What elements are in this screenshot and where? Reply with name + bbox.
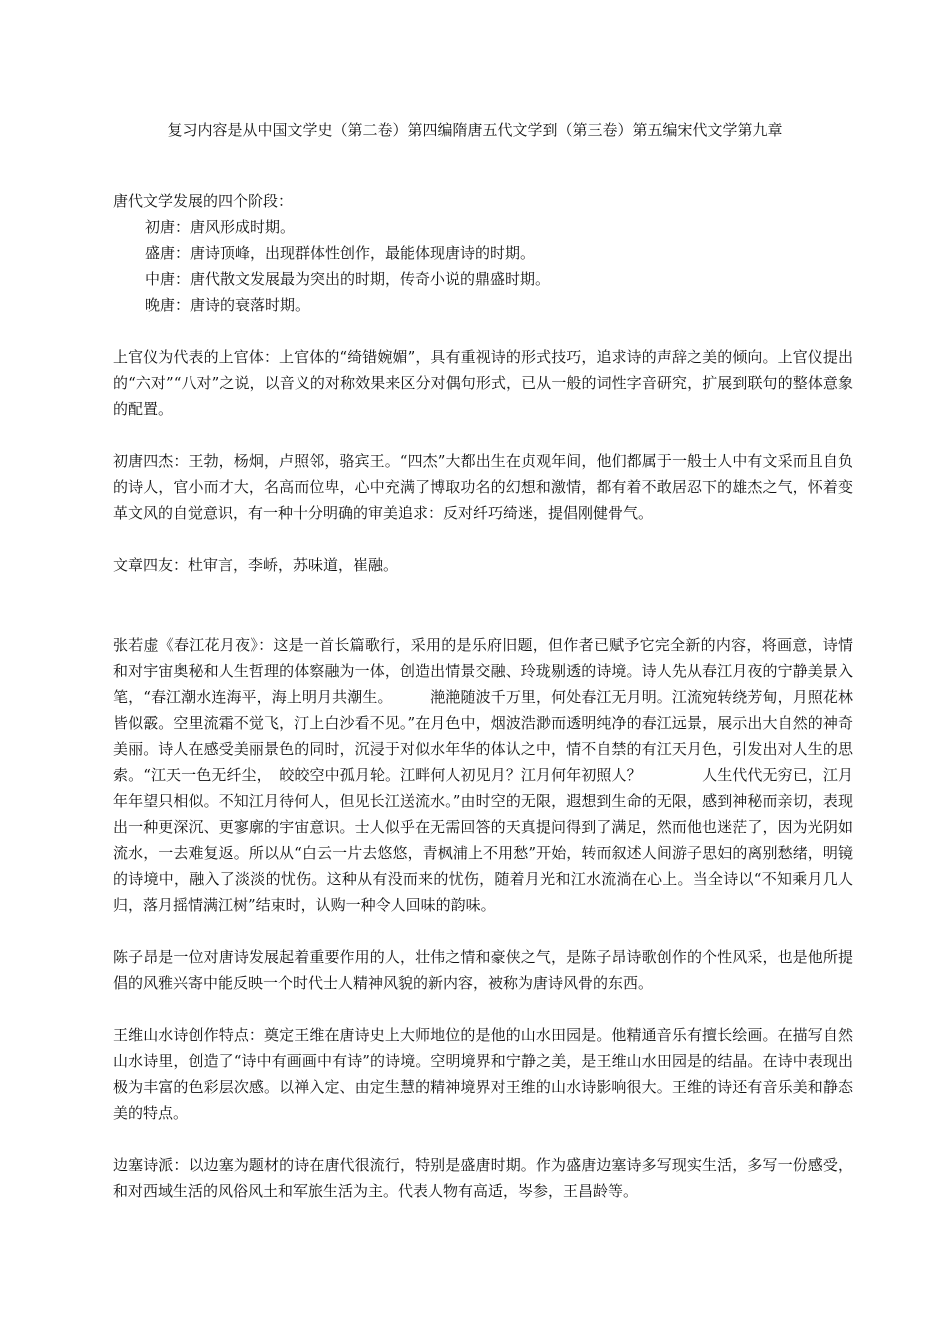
paragraph-gap — [113, 318, 853, 344]
paragraph-gap — [113, 1126, 853, 1152]
paragraph-four-masters: 初唐四杰：王勃，杨炯，卢照邻，骆宾王。“四杰”大都出生在贞观年间，他们都属于一般士人中有文采而且自负的诗人，官小而才大，名高而位卑，心中充满了博取功名的幻想和激情，都有着不敢居忍下的雄杰之气，怀着变革文风的自觉意识，有一种十分明确的审美追求：反对纤巧绮迷，提倡刚健骨气。 — [113, 452, 853, 522]
paragraph-four-friends: 文章四友：杜审言，李峤，苏味道，崔融。 — [113, 556, 399, 574]
paragraph-shangguan-style: 上官仪为代表的上官体：上官体的“绮错婉媚”，具有重视诗的形式技巧，追求诗的声辞之美的倾向。上官仪提出的“六对”“八对”之说，以音义的对称效果来区分对偶句形式，已从一般的词性字音研究，扩展到联句的整体意象的配置。 — [113, 348, 853, 418]
paragraph-gap — [113, 996, 853, 1022]
stage-item-late-tang: 晚唐：唐诗的衰落时期。 — [145, 296, 311, 314]
paragraph-wang-wei: 王维山水诗创作特点：奠定王维在唐诗史上大师地位的是他的山水田园是。他精通音乐有擅长绘画。在描写自然山水诗里，创造了“诗中有画画中有诗”的诗境。空明境界和宁静之美，是王维山水田园是的结晶。在诗中表现出极为丰富的色彩层次感。以禅入定、由定生慧的精神境界对王维的山水诗影响很大。王维的诗还有音乐美和静态美的特点。 — [113, 1026, 853, 1122]
paragraph-frontier-poetry: 边塞诗派：以边塞为题材的诗在唐代很流行，特别是盛唐时期。作为盛唐边塞诗多写现实生活，多写一份感受，和对西域生活的风俗风土和军旅生活为主。代表人物有高适，岑参，王昌龄等。 — [113, 1156, 853, 1200]
paragraph-gap — [113, 526, 853, 552]
document-body — [113, 188, 853, 1204]
paragraph-gap — [113, 422, 853, 448]
stage-item-mid-tang: 中唐：唐代散文发展最为突出的时期，传奇小说的鼎盛时期。 — [145, 270, 551, 288]
stages-heading: 唐代文学发展的四个阶段： — [113, 192, 294, 210]
document-title: 复习内容是从中国文学史（第二卷）第四编隋唐五代文学到（第三卷）第五编宋代文学第九章 — [167, 121, 783, 139]
paragraph-gap-large — [113, 578, 853, 632]
stage-item-high-tang: 盛唐：唐诗顶峰，出现群体性创作，最能体现唐诗的时期。 — [145, 244, 536, 262]
stage-item-early-tang: 初唐：唐风形成时期。 — [145, 218, 296, 236]
paragraph-chen-ziang: 陈子昂是一位对唐诗发展起着重要作用的人，壮伟之情和豪侠之气，是陈子昂诗歌创作的个性风采，也是他所提倡的风雅兴寄中能反映一个时代士人精神风貌的新内容，被称为唐诗风骨的东西。 — [113, 948, 853, 992]
paragraph-gap — [113, 918, 853, 944]
paragraph-zhang-ruoxu: 张若虚《春江花月夜》：这是一首长篇歌行，采用的是乐府旧题，但作者已赋予它完全新的内容，将画意，诗情和对宇宙奥秘和人生哲理的体察融为一体，创造出情景交融、玲珑剔透的诗境。诗人先从春江月夜的宁静美景入笔，“春江潮水连海平，海上明月共潮生。 滟滟随波千万里，何处春江无月明。江流宛转绕芳甸，月照花林皆似霰。空里流霜不觉飞，汀上白沙看不见。”在月色中，烟波浩渺而透明纯净的春江远景，展示出大自然的神奇美丽。诗人在感受美丽景色的同时，沉浸于对似水年华的体认之中，情不自禁的有江天月色，引发出对人生的思索。“江天一色无纤尘， 皎皎空中孤月轮。江畔何人初见月？江月何年初照人？ 人生代代无穷已，江月年年望只相似。不知江月待何人，但见长江送流水。”由时空的无限，遐想到生命的无限，感到神秘而亲切，表现出一种更深沉、更寥廓的宇宙意识。士人似乎在无需回答的天真提问得到了满足，然而他也迷茫了，因为光阴如流水，一去难复返。所以从“白云一片去悠悠，青枫浦上不用愁”开始，转而叙述人间游子思妇的离别愁绪，明镜的诗境中，融入了淡淡的忧伤。这种从有没而来的忧伤，随着月光和江水流淌在心上。当全诗以“不知乘月几人归，落月摇情满江树”结束时，认购一种令人回味的韵味。 — [113, 636, 853, 914]
